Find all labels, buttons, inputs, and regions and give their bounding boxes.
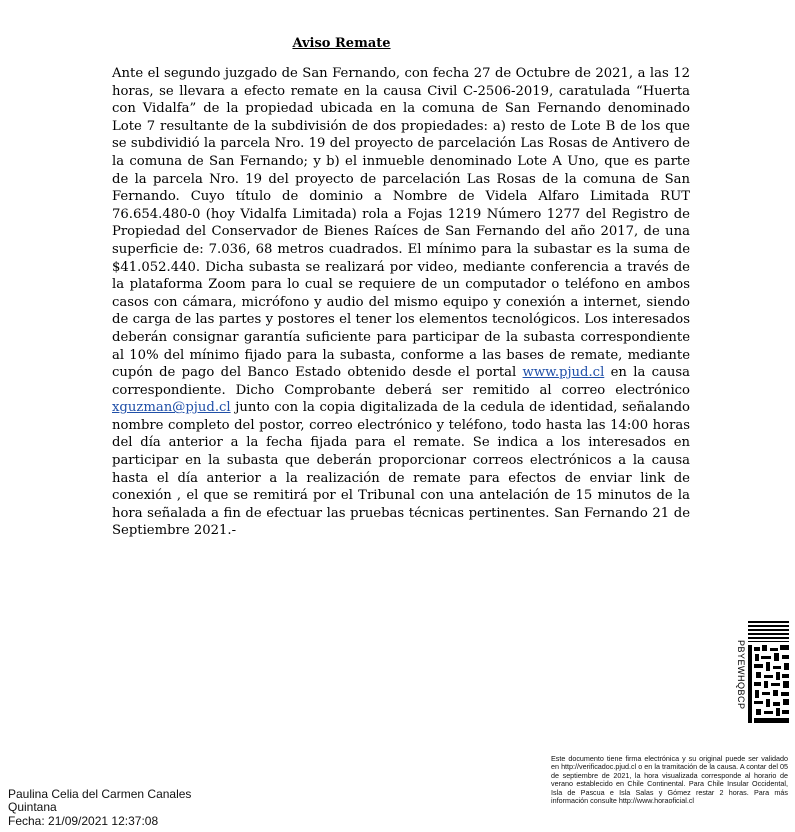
notice-body	[112, 65, 690, 540]
document-title: Aviso Remate	[292, 36, 391, 51]
verification-barcode	[746, 620, 791, 726]
signature-date: Fecha: 21/09/2021 12:37:08	[8, 813, 159, 828]
notice-paragraph	[112, 65, 690, 540]
signer-block	[8, 788, 248, 828]
signer-name-line-2: Quintana	[8, 800, 57, 815]
body-text-part-2: en la causa correspondiente. Dicho Comprobante deberá ser remitido al correo electrónico	[112, 365, 690, 398]
pjud-portal-link[interactable]: www.pjud.cl	[522, 365, 605, 381]
body-text-part-3: junto con la copia digitalizada de la cedula de identidad, señalando nombre completo del postor, correo electrónico y teléfono, todo hasta las 14:00 horas del día anterior a la fecha fijada para el remate. Se indica a los interesados en participar en la subasta que deberán proporcionar correos electrónicos a la causa hasta el día anterior a la realización de remate para efectos de enviar link de conexión , el que se remitirá por el Tribunal con una antelación de 15 minutos de la hora señalada a fin de efectuar las pruebas técnicas pertinentes. San Fernando 21 de Septiembre 2021.-	[112, 400, 690, 539]
barcode-graphic	[746, 620, 791, 726]
signer-name-line-1: Paulina Celia del Carmen Canales	[8, 787, 192, 801]
electronic-signature-notice: Este documento tiene firma electrónica y su original puede ser validado en http://verificadoc.pjud.cl o en la tramitación de la causa. A contar del 05 de septiembre de 2021, la hora visualizada corresponde al horario de verano establecido en Chile Continental. Para Chile Insular Occidental, Isla de Pascua e Isla Salas y Gómez restar 2 horas. Para más información consulte http://www.horaoficial.cl	[551, 754, 788, 806]
body-text-part-1: Ante el segundo juzgado de San Fernando, con fecha 27 de Octubre de 2021, a las 12 horas, se llevara a efecto remate en la causa Civil C-2506-2019, caratulada “Huerta con Vidalfa” de la propiedad ubicada en la comuna de San Fernando denominado Lote 7 resultante de la subdivisión de dos propiedades: a) resto de Lote B de los que se subdividió la parcela Nro. 19 del proyecto de parcelación Las Rosas de Antivero de la comuna de San Fernando; y b) el inmueble denominado Lote A Uno, que es parte de la parcela Nro. 19 del proyecto de parcelación Las Rosas de la comuna de San Fernando. Cuyo título de dominio a Nombre de Videla Alfaro Limitada RUT 76.654.480-0 (hoy Vidalfa Limitada) rola a Fojas 1219 Número 1277 del Registro de Propiedad del Conservador de Bienes Raíces de San Fernando del año 2017, de una superficie de: 7.036, 68 metros cuadrados. El mínimo para la subastar es la suma de $41.052.440. Dicha subasta se realizará por video, mediante conferencia a través de la plataforma Zoom para lo cual se requiere de un computador o teléfono en ambos casos con cámara, micrófono y audio del mismo equipo y conexión a internet, siendo de carga de las partes y postores el tener los elementos tecnológicos. Los interesados deberán consignar garantía suficiente para participar de la subasta correspondiente al 10% del mínimo fijado para la subasta, conforme a las bases de remate, mediante cupón de pago del Banco Estado obtenido desde el portal	[112, 66, 690, 381]
verification-code: PBYEWHQBCP	[736, 640, 746, 710]
email-link[interactable]: xguzman@pjud.cl	[112, 400, 231, 416]
